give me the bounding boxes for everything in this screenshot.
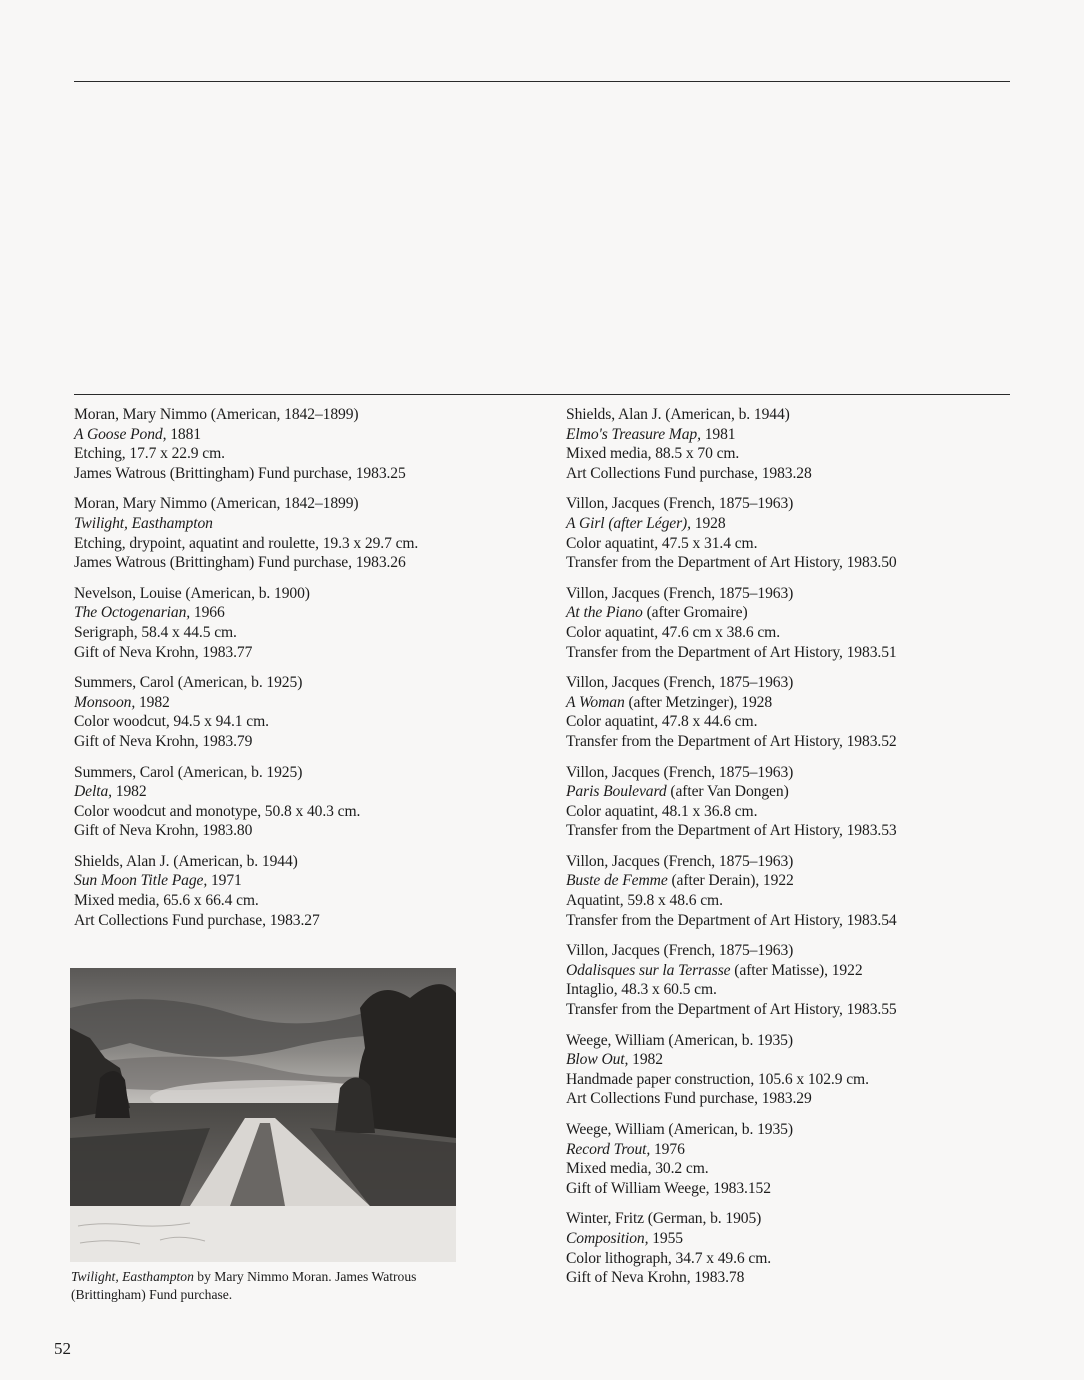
work-credit: Gift of Neva Krohn, 1983.79: [74, 732, 253, 750]
artist-line: [566, 1031, 1026, 1051]
artist-line: [74, 763, 534, 783]
artist-name: Moran, Mary Nimmo (American, 1842–1899): [74, 495, 359, 513]
catalog-entry: [566, 763, 1026, 841]
caption-title: Twilight, Easthampton: [71, 1269, 194, 1284]
caption-text-2: (Brittingham) Fund purchase.: [71, 1287, 233, 1302]
title-line: [566, 425, 1026, 445]
work-medium: Color woodcut and monotype, 50.8 x 40.3 cm.: [74, 802, 361, 820]
work-title-suffix: 1955: [648, 1229, 684, 1247]
work-credit: Gift of William Weege, 1983.152: [566, 1179, 771, 1197]
work-title-suffix: 1982: [628, 1051, 663, 1069]
medium-line: [74, 444, 534, 464]
work-medium: Color aquatint, 48.1 x 36.8 cm.: [566, 802, 758, 820]
work-title-suffix: (after Metzinger), 1928: [624, 693, 773, 711]
medium-line: [566, 802, 1026, 822]
work-credit: Gift of Neva Krohn, 1983.77: [74, 643, 253, 661]
catalog-entry: [566, 494, 1026, 572]
landscape-etching: [70, 968, 456, 1262]
title-line: [566, 1050, 1026, 1070]
work-medium: Color aquatint, 47.6 cm x 38.6 cm.: [566, 623, 781, 641]
credit-line: [566, 553, 1026, 573]
title-line: [74, 871, 534, 891]
credit-line: [74, 553, 534, 573]
work-title: A Girl (after Léger),: [566, 514, 691, 532]
medium-line: [566, 1159, 1026, 1179]
medium-line: [74, 534, 534, 554]
title-line: [566, 1140, 1026, 1160]
medium-line: [74, 891, 534, 911]
title-line: [566, 603, 1026, 623]
work-credit: Transfer from the Department of Art History, 1983.50: [566, 554, 897, 572]
catalog-entry: [566, 405, 1026, 483]
credit-line: [74, 643, 534, 663]
credit-line: [566, 1268, 1026, 1288]
work-medium: Mixed media, 65.6 x 66.4 cm.: [74, 892, 259, 910]
etching-plate-image: [70, 968, 456, 1262]
work-medium: Color aquatint, 47.8 x 44.6 cm.: [566, 713, 758, 731]
work-medium: Handmade paper construction, 105.6 x 102.9 cm.: [566, 1070, 869, 1088]
artist-name: Weege, William (American, b. 1935): [566, 1031, 793, 1049]
medium-line: [566, 623, 1026, 643]
artist-line: [566, 852, 1026, 872]
title-line: [566, 693, 1026, 713]
work-title-suffix: (after Van Dongen): [666, 783, 789, 801]
figure-caption: [71, 1268, 471, 1304]
catalog-entry: [74, 763, 534, 841]
catalog-entry: [566, 941, 1026, 1019]
artist-line: [566, 1120, 1026, 1140]
work-title-suffix: 1982: [111, 783, 147, 801]
artist-line: [566, 1209, 1026, 1229]
work-title-suffix: 1982: [135, 693, 170, 711]
medium-line: [74, 802, 534, 822]
work-credit: Transfer from the Department of Art History, 1983.55: [566, 1001, 897, 1019]
credit-line: [566, 1089, 1026, 1109]
artist-line: [566, 673, 1026, 693]
work-title: A Woman: [566, 693, 625, 711]
title-line: [74, 782, 534, 802]
work-title: Delta,: [74, 783, 112, 801]
work-medium: Etching, 17.7 x 22.9 cm.: [74, 445, 225, 463]
section-rule: [74, 394, 1010, 395]
title-line: [74, 603, 534, 623]
artist-line: [566, 405, 1026, 425]
credit-line: [566, 643, 1026, 663]
work-credit: Gift of Neva Krohn, 1983.80: [74, 822, 253, 840]
caption-text-1: by Mary Nimmo Moran. James Watrous: [193, 1269, 417, 1284]
work-credit: Transfer from the Department of Art History, 1983.51: [566, 643, 897, 661]
work-title: Elmo's Treasure Map,: [566, 425, 701, 443]
artist-name: Shields, Alan J. (American, b. 1944): [566, 406, 790, 423]
credit-line: [566, 1000, 1026, 1020]
work-credit: Transfer from the Department of Art History, 1983.53: [566, 822, 897, 840]
catalog-entry: [74, 405, 534, 483]
artist-line: [74, 584, 534, 604]
medium-line: [74, 623, 534, 643]
artist-name: Shields, Alan J. (American, b. 1944): [74, 852, 298, 870]
work-title-suffix: 1981: [700, 425, 736, 443]
work-title: The Octogenarian,: [74, 604, 191, 622]
medium-line: [566, 891, 1026, 911]
work-title-suffix: (after Derain), 1922: [667, 872, 794, 890]
catalog-entry: [566, 1209, 1026, 1287]
work-medium: Color aquatint, 47.5 x 31.4 cm.: [566, 534, 758, 552]
title-line: [74, 425, 534, 445]
artist-name: Summers, Carol (American, b. 1925): [74, 674, 303, 692]
catalog-entry: [566, 1120, 1026, 1198]
title-line: [566, 782, 1026, 802]
work-title-suffix: 1971: [207, 872, 242, 890]
artist-line: [566, 941, 1026, 961]
work-credit: Art Collections Fund purchase, 1983.28: [566, 464, 812, 482]
artist-name: Summers, Carol (American, b. 1925): [74, 763, 303, 781]
work-medium: Color woodcut, 94.5 x 94.1 cm.: [74, 713, 269, 731]
artist-name: Nevelson, Louise (American, b. 1900): [74, 584, 310, 602]
credit-line: [566, 1179, 1026, 1199]
credit-line: [74, 732, 534, 752]
title-line: [74, 693, 534, 713]
work-title: Odalisques sur la Terrasse: [566, 961, 731, 979]
work-title-suffix: (after Gromaire): [642, 604, 748, 622]
work-medium: Etching, drypoint, aquatint and roulette, 19.3 x 29.7 cm.: [74, 534, 419, 552]
work-title: Twilight, Easthampton: [74, 514, 213, 532]
work-credit: Transfer from the Department of Art History, 1983.52: [566, 732, 897, 750]
artist-name: Villon, Jacques (French, 1875–1963): [566, 495, 794, 513]
work-title-suffix: 1966: [190, 604, 225, 622]
title-line: [566, 871, 1026, 891]
medium-line: [566, 1249, 1026, 1269]
catalog-entry: [566, 1031, 1026, 1109]
credit-line: [74, 464, 534, 484]
artist-line: [566, 494, 1026, 514]
work-credit: Transfer from the Department of Art History, 1983.54: [566, 911, 897, 929]
page-number: 52: [54, 1339, 71, 1358]
title-line: [74, 514, 534, 534]
artist-name: Villon, Jacques (French, 1875–1963): [566, 674, 794, 692]
right-column: [566, 405, 1026, 1299]
credit-line: [566, 732, 1026, 752]
work-title-suffix: 1928: [690, 514, 726, 532]
artist-name: Villon, Jacques (French, 1875–1963): [566, 584, 794, 602]
work-title: Paris Boulevard: [566, 783, 667, 801]
artist-line: [74, 494, 534, 514]
artist-name: Moran, Mary Nimmo (American, 1842–1899): [74, 406, 359, 423]
catalog-entry: [74, 852, 534, 930]
artist-name: Winter, Fritz (German, b. 1905): [566, 1210, 762, 1228]
work-title: Composition,: [566, 1229, 649, 1247]
medium-line: [566, 712, 1026, 732]
artist-line: [74, 405, 534, 425]
credit-line: [74, 911, 534, 931]
work-title: A Goose Pond,: [74, 425, 167, 443]
work-credit: James Watrous (Brittingham) Fund purchase, 1983.25: [74, 464, 406, 482]
work-medium: Mixed media, 88.5 x 70 cm.: [566, 445, 740, 463]
work-credit: Gift of Neva Krohn, 1983.78: [566, 1269, 745, 1287]
artist-name: Villon, Jacques (French, 1875–1963): [566, 852, 794, 870]
medium-line: [566, 1070, 1026, 1090]
artist-line: [566, 763, 1026, 783]
work-medium: Mixed media, 30.2 cm.: [566, 1160, 709, 1178]
work-medium: Intaglio, 48.3 x 60.5 cm.: [566, 981, 717, 999]
work-credit: Art Collections Fund purchase, 1983.29: [566, 1090, 812, 1108]
artist-name: Weege, William (American, b. 1935): [566, 1121, 793, 1138]
work-credit: James Watrous (Brittingham) Fund purchase, 1983.26: [74, 554, 406, 572]
artist-line: [566, 584, 1026, 604]
catalog-entry: [566, 584, 1026, 662]
work-medium: Color lithograph, 34.7 x 49.6 cm.: [566, 1249, 772, 1267]
work-title: Buste de Femme: [566, 872, 668, 890]
work-title-suffix: 1976: [650, 1140, 685, 1158]
work-title-suffix: 1881: [166, 425, 201, 443]
artist-line: [74, 673, 534, 693]
catalog-entry: [74, 584, 534, 662]
catalog-entry: [74, 673, 534, 751]
medium-line: [566, 444, 1026, 464]
credit-line: [74, 821, 534, 841]
work-title: Record Trout,: [566, 1140, 651, 1158]
work-title: Blow Out,: [566, 1051, 629, 1069]
credit-line: [566, 911, 1026, 931]
credit-line: [566, 464, 1026, 484]
work-title: At the Piano: [566, 604, 643, 622]
top-rule: [74, 81, 1010, 82]
work-medium: Serigraph, 58.4 x 44.5 cm.: [74, 623, 237, 641]
work-credit: Art Collections Fund purchase, 1983.27: [74, 911, 320, 929]
medium-line: [74, 712, 534, 732]
medium-line: [566, 980, 1026, 1000]
title-line: [566, 1229, 1026, 1249]
work-medium: Aquatint, 59.8 x 48.6 cm.: [566, 892, 723, 910]
title-line: [566, 514, 1026, 534]
artist-name: Villon, Jacques (French, 1875–1963): [566, 942, 794, 960]
artist-name: Villon, Jacques (French, 1875–1963): [566, 763, 794, 781]
work-title: Sun Moon Title Page,: [74, 872, 208, 890]
left-column: [74, 405, 534, 941]
catalog-entry: [566, 673, 1026, 751]
title-line: [566, 961, 1026, 981]
medium-line: [566, 534, 1026, 554]
work-title: Monsoon,: [74, 693, 136, 711]
catalog-entry: [74, 494, 534, 572]
credit-line: [566, 821, 1026, 841]
artist-line: [74, 852, 534, 872]
work-title-suffix: (after Matisse), 1922: [730, 961, 863, 979]
catalog-entry: [566, 852, 1026, 930]
